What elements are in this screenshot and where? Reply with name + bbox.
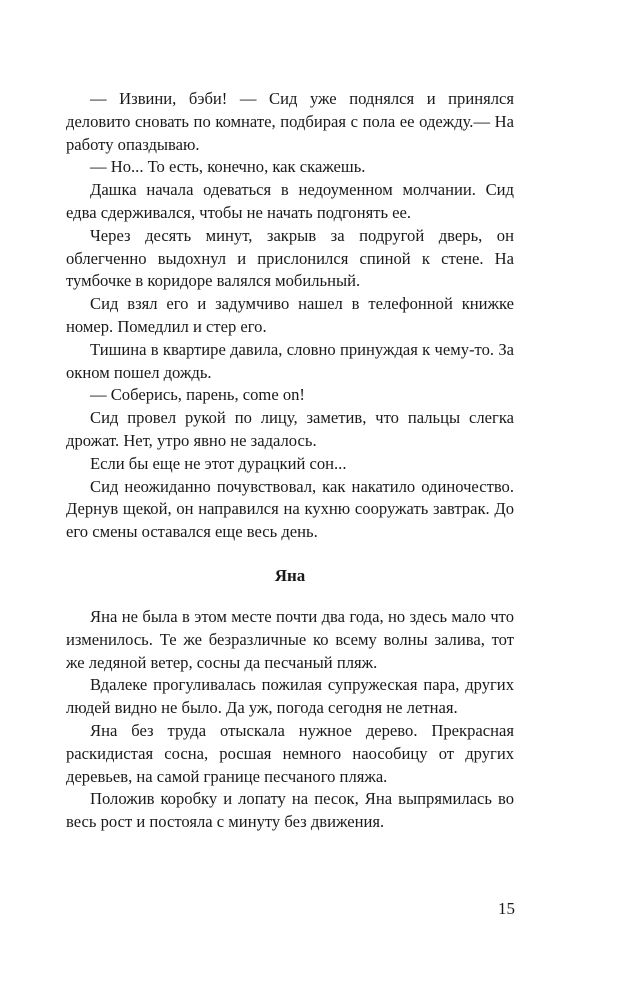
- paragraph: — Извини, бэби! — Сид уже поднялся и принялся деловито сновать по комнате, подбирая с пола ее одежду.— На работу опаздываю.: [66, 89, 514, 154]
- paragraph: Яна не была в этом месте почти два года, но здесь мало что изменилось. Те же безразличные ко всему волны залива, тот же ледяной ветер, сосны да песчаный пляж.: [66, 607, 514, 672]
- paragraph: Сид провел рукой по лицу, заметив, что пальцы слегка дрожат. Нет, утро явно не задалось.: [66, 408, 514, 450]
- paragraph: — Соберись, парень, come on!: [90, 385, 305, 405]
- paragraph: Тишина в квартире давила, словно принуждая к чему-то. За окном пошел дождь.: [66, 339, 514, 382]
- paragraph: Положив коробку и лопату на песок, Яна выпрямилась во весь рост и постояла с минуту без движения.: [66, 789, 514, 832]
- paragraph: — Но... То есть, конечно, как скажешь.: [90, 157, 366, 177]
- paragraph: Если бы еще не этот дурацкий сон...: [90, 453, 347, 473]
- section-title: Яна: [274, 566, 306, 585]
- paragraph: Яна без труда отыскала нужное дерево. Прекрасная раскидистая сосна, росшая немного наособицу от других деревьев, на самой границе песчаного пляжа.: [66, 720, 514, 786]
- paragraph: Сид взял его и задумчиво нашел в телефонной книжке номер. Помедлил и стер его.: [66, 294, 514, 336]
- text-block-after-section: [66, 606, 514, 834]
- paragraph: Дашка начала одеваться в недоуменном молчании. Сид едва сдерживался, чтобы не начать подгонять ее.: [66, 180, 514, 222]
- paragraph: Вдалеке прогуливалась пожилая супружеская пара, других людей видно не было. Да уж, погода сегодня не летная.: [66, 675, 514, 718]
- paragraph: Через десять минут, закрыв за подругой дверь, он облегченно выдохнул и прислонился спиной к стене. На тумбочке в коридоре валялся мобильный.: [66, 225, 514, 291]
- paragraph: Сид неожиданно почувствовал, как накатило одиночество. Дернув щекой, он направился на кухню сооружать завтрак. До его смены оставался еще весь день.: [66, 476, 514, 542]
- text-block-before-section: [66, 88, 514, 544]
- page-number: 15: [498, 899, 515, 918]
